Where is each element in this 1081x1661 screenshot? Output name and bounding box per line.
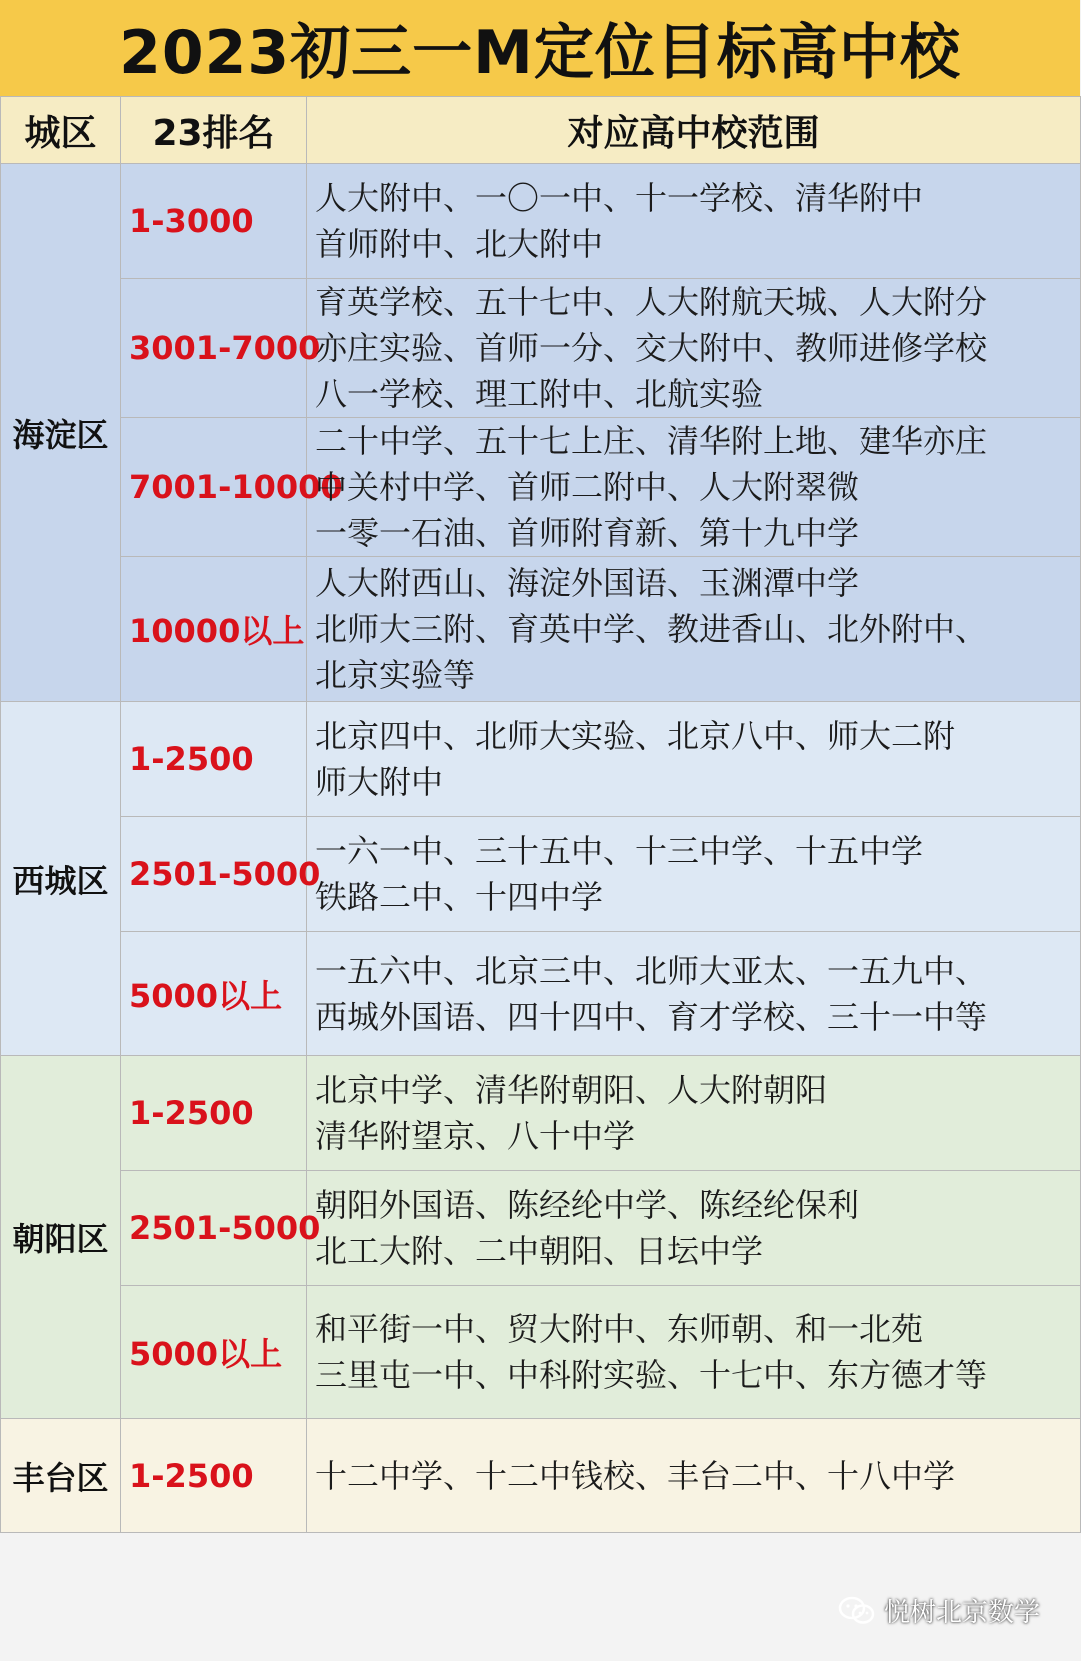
school-line: 人大附中、一〇一中、十一学校、清华附中 xyxy=(315,179,924,217)
school-line: 铁路二中、十四中学 xyxy=(315,878,604,916)
school-line: 三里屯一中、中科附实验、十七中、东方德才等 xyxy=(315,1356,988,1394)
district-cell: 丰台区 xyxy=(1,1419,121,1533)
table-row xyxy=(1,279,1081,418)
school-line: 北京中学、清华附朝阳、人大附朝阳 xyxy=(315,1071,828,1109)
page-title: 2023初三一M定位目标高中校 xyxy=(0,0,1080,96)
table-row xyxy=(1,557,1081,702)
school-line: 育英学校、五十七中、人大附航天城、人大附分 xyxy=(315,283,988,321)
school-line: 亦庄实验、首师一分、交大附中、教师进修学校 xyxy=(315,329,988,367)
wechat-icon xyxy=(838,1596,876,1626)
school-line: 一零一石油、首师附育新、第十九中学 xyxy=(315,514,860,552)
rank-cell: 1-2500 xyxy=(121,1056,307,1171)
table-row xyxy=(1,1419,1081,1533)
rank-cell: 2501-5000 xyxy=(121,1171,307,1286)
schools-cell xyxy=(307,279,1081,418)
schools-cell xyxy=(307,1419,1081,1533)
schools-cell xyxy=(307,702,1081,817)
table-header-row xyxy=(1,97,1081,164)
schools-cell xyxy=(307,932,1081,1056)
school-line: 清华附望京、八十中学 xyxy=(315,1117,636,1155)
watermark xyxy=(838,1592,1040,1629)
schools-cell xyxy=(307,1171,1081,1286)
ranking-table xyxy=(0,96,1081,1533)
rank-cell: 3001-7000 xyxy=(121,279,307,418)
school-line: 八一学校、理工附中、北航实验 xyxy=(315,375,764,413)
school-line: 和平街一中、贸大附中、东师朝、和一北苑 xyxy=(315,1310,924,1348)
school-line: 师大附中 xyxy=(315,763,444,801)
schools-cell xyxy=(307,418,1081,557)
table-row xyxy=(1,164,1081,279)
header-rank: 23排名 xyxy=(121,97,307,164)
table-row xyxy=(1,418,1081,557)
district-cell: 西城区 xyxy=(1,702,121,1056)
school-line: 人大附西山、海淀外国语、玉渊潭中学 xyxy=(315,564,860,602)
district-cell: 海淀区 xyxy=(1,164,121,702)
rank-cell: 5000以上 xyxy=(121,932,307,1056)
table-row xyxy=(1,702,1081,817)
rank-cell: 1-2500 xyxy=(121,702,307,817)
rank-cell: 2501-5000 xyxy=(121,817,307,932)
schools-cell xyxy=(307,164,1081,279)
school-line: 十二中学、十二中钱校、丰台二中、十八中学 xyxy=(315,1456,956,1495)
school-line: 一六一中、三十五中、十三中学、十五中学 xyxy=(315,832,924,870)
table-row xyxy=(1,1171,1081,1286)
rank-cell: 7001-10000 xyxy=(121,418,307,557)
watermark-text: 悦树北京数学 xyxy=(883,1598,1040,1628)
school-line: 北京四中、北师大实验、北京八中、师大二附 xyxy=(315,717,956,755)
rank-cell: 5000以上 xyxy=(121,1286,307,1419)
school-line: 一五六中、北京三中、北师大亚太、一五九中、 xyxy=(315,951,988,990)
school-line: 北京实验等 xyxy=(315,656,476,694)
table-row xyxy=(1,1056,1081,1171)
rank-cell: 1-3000 xyxy=(121,164,307,279)
schools-cell xyxy=(307,817,1081,932)
school-line: 中关村中学、首师二附中、人大附翠微 xyxy=(315,468,860,506)
rank-cell: 1-2500 xyxy=(121,1419,307,1533)
schools-cell xyxy=(307,557,1081,702)
school-line: 二十中学、五十七上庄、清华附上地、建华亦庄 xyxy=(315,422,988,460)
school-line: 北师大三附、育英中学、教进香山、北外附中、 xyxy=(315,610,988,648)
school-line: 西城外国语、四十四中、育才学校、三十一中等 xyxy=(315,997,988,1036)
header-schools: 对应高中校范围 xyxy=(307,97,1081,164)
rank-cell: 10000以上 xyxy=(121,557,307,702)
district-cell: 朝阳区 xyxy=(1,1056,121,1419)
table-row xyxy=(1,1286,1081,1419)
school-line: 首师附中、北大附中 xyxy=(315,225,604,263)
school-line: 朝阳外国语、陈经纶中学、陈经纶保利 xyxy=(315,1186,860,1224)
schools-cell xyxy=(307,1286,1081,1419)
header-district: 城区 xyxy=(1,97,121,164)
table-row xyxy=(1,817,1081,932)
school-line: 北工大附、二中朝阳、日坛中学 xyxy=(315,1232,764,1270)
table-row xyxy=(1,932,1081,1056)
schools-cell xyxy=(307,1056,1081,1171)
